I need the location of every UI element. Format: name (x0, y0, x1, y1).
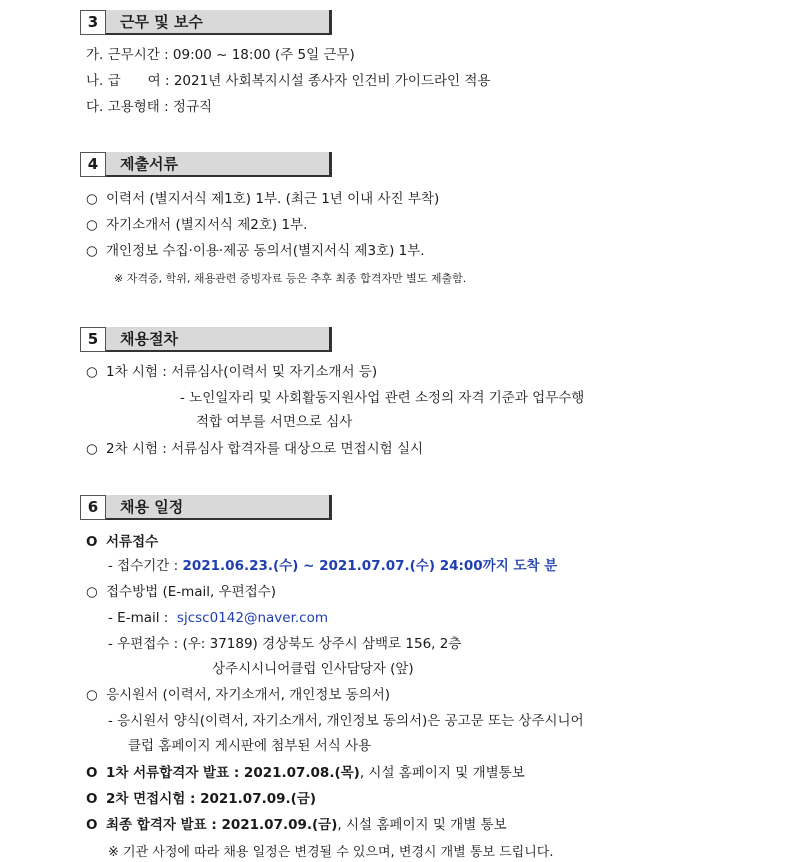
bullet-open-icon: ○ (86, 687, 98, 703)
bullet-open-icon: ○ (86, 584, 98, 600)
receipt-heading: O 서류접수 (86, 534, 159, 550)
bullet-bold-icon: O (86, 765, 98, 781)
section-3-header (80, 10, 332, 35)
section-6-header (80, 495, 332, 520)
bullet-open-icon: ○ (86, 217, 98, 233)
step-1-detail: - 노인일자리 및 사회활동지원사업 관련 소정의 자격 기준과 업무수행 (180, 390, 585, 406)
doc-item-intro: ○ 자기소개서 (별지서식 제2호) 1부. (86, 217, 308, 233)
application-docs-detail: - 응시원서 양식(이력서, 자기소개서, 개인정보 동의서)은 공고문 또는 상주시니어 (108, 713, 584, 729)
section-number: 5 (80, 327, 106, 352)
section-number: 4 (80, 152, 106, 177)
email-link[interactable]: sjcsc0142@naver.com (176, 610, 328, 626)
section-title: 채용 일정 (106, 495, 332, 520)
email-line: - E-mail : sjcsc0142@naver.com (108, 610, 328, 626)
section-4-header (80, 152, 332, 177)
section-title: 채용절차 (106, 327, 332, 352)
step-1: ○ 1차 시험 : 서류심사(이력서 및 자기소개서 등) (86, 364, 378, 380)
section-number: 3 (80, 10, 106, 35)
doc-item-privacy: ○ 개인정보 수집·이용·제공 동의서(별지서식 제3호) 1부. (86, 243, 425, 259)
receipt-method: ○ 접수방법 (E-mail, 우편접수) (86, 584, 277, 600)
bullet-bold-icon: O (86, 817, 98, 833)
interview-date: O 2차 면접시험 : 2021.07.09.(금) (86, 791, 317, 807)
bullet-open-icon: ○ (86, 441, 98, 457)
section-number: 6 (80, 495, 106, 520)
period-value: 2021.06.23.(수) ~ 2021.07.07.(수) 24:00까지 도착 분 (182, 558, 558, 574)
schedule-note: ※ 기관 사정에 따라 채용 일정은 변경될 수 있으며, 변경시 개별 통보 드립니다. (108, 845, 554, 860)
application-docs-detail-cont: 클럽 홈페이지 게시판에 첨부된 서식 사용 (128, 738, 372, 754)
application-docs: ○ 응시원서 (이력서, 자기소개서, 개인정보 동의서) (86, 687, 391, 703)
bullet-open-icon: ○ (86, 364, 98, 380)
bullet-bold-icon: O (86, 791, 98, 807)
submission-note: ※ 자격증, 학위, 채용관련 증빙자료 등은 추후 최종 합격자만 별도 제출함. (114, 272, 467, 285)
section-title: 근무 및 보수 (106, 10, 332, 35)
section-5-header (80, 327, 332, 352)
final-result: O 최종 합격자 발표 : 2021.07.09.(금), 시설 홈페이지 및 개별 통보 (86, 817, 507, 833)
section-title: 제출서류 (106, 152, 332, 177)
doc-item-resume: ○ 이력서 (별지서식 제1호) 1부. (최근 1년 이내 사진 부착) (86, 191, 440, 207)
step-2: ○ 2차 시험 : 서류심사 합격자를 대상으로 면접시험 실시 (86, 441, 424, 457)
step-1-detail-cont: 적합 여부를 서면으로 심사 (196, 414, 353, 430)
bullet-open-icon: ○ (86, 243, 98, 259)
receipt-period: - 접수기간 : 2021.06.23.(수) ~ 2021.07.07.(수) 24:00까지 도착 분 (108, 558, 558, 574)
work-hours-line: 가. 근무시간 : 09:00 ~ 18:00 (주 5일 근무) (86, 47, 355, 63)
employment-type-line: 다. 고용형태 : 정규직 (86, 99, 213, 115)
first-result: O 1차 서류합격자 발표 : 2021.07.08.(목), 시설 홈페이지 및 개별통보 (86, 765, 525, 781)
post-address: - 우편접수 : (우: 37189) 경상북도 상주시 삼백로 156, 2층 (108, 636, 462, 652)
post-recipient: 상주시시니어클럽 인사담당자 (앞) (212, 661, 414, 677)
bullet-open-icon: ○ (86, 191, 98, 207)
bullet-bold-icon: O (86, 534, 98, 550)
salary-line: 나. 급 여 : 2021년 사회복지시설 종사자 인건비 가이드라인 적용 (86, 73, 491, 89)
